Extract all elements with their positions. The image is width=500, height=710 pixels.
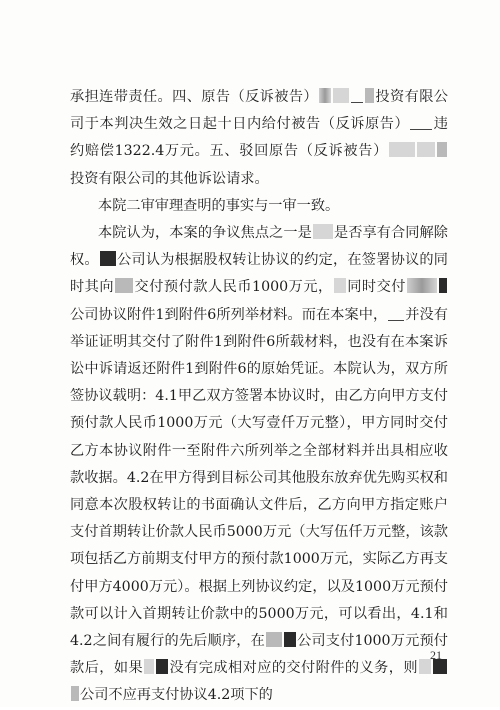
text-segment: 公司协议附件1到附件6所列举材料。而在本案中， [70,306,388,323]
text-segment: 是否享有合同解除权。 [70,225,448,269]
redaction-mark [410,117,432,130]
paragraph-judgment-items [70,84,448,193]
redaction-mark [313,224,333,239]
redaction-mark [115,278,133,293]
redaction-mark [266,632,282,647]
text-segment: 投资有限公司的其他诉讼请求。 [70,170,269,187]
text-segment: 公司不应再支付协议4.2项下的 [80,687,273,704]
text-segment: 同时交付 [346,279,406,296]
body-text [70,84,448,710]
text-segment: 公司认为根据股权转让协议的约定，在签署协议的同时其向 [70,252,448,296]
redaction-mark [319,88,331,103]
paragraph-facts [70,193,448,220]
text-segment: 交付预付款人民币1000万元， [134,279,333,296]
redaction-mark [389,142,415,157]
redaction-mark [284,632,296,647]
text-segment: 承担连带责任。四、原告（反诉被告） [70,89,319,105]
redaction-mark [144,659,154,674]
redaction-mark [388,308,404,321]
redaction-mark [407,278,437,293]
redaction-mark [437,142,447,157]
redaction-mark [71,686,79,701]
redaction-mark [365,88,374,103]
paragraph-court-opinion [70,220,448,710]
text-segment: 公司支付1000万元预付款后，如果 [70,633,448,677]
text-segment: 本院二审审理查明的事实与一审一致。 [98,197,340,214]
redaction-mark [156,659,168,674]
text-segment: 违约赔偿1322.4万元。五、驳回原告（反诉被告） [70,116,448,160]
page-number: 21 [430,648,442,662]
redaction-mark [351,90,363,103]
redaction-mark [100,251,116,266]
redaction-mark [439,278,447,293]
redaction-mark [333,88,349,103]
redaction-mark [334,278,346,293]
text-segment: 本院认为，本案的争议焦点之一是 [98,225,312,242]
text-segment: 并没有举证证明其交付了附件1到附件6所载材料，也没有在本案诉讼中诉请返还附件1到附件6的原始凭证。本院认为，双方所签协议载明：4.1甲乙双方签署本协议时，由乙方向甲方支付预付款人民币1000万元（大写壹仟万元整），甲方同时交付乙方本协议附件一至附件六所列举之全部材料并出具相应收款收据。4.2在甲方得到目标公司其他股东放弃优先购买权和同意本次股权转让的书面确认文件后，乙方向甲方指定账户支付首期转让价款人民币5000万元（大写伍仟万元整，该款项包括乙方前期支付甲方的预付款1000万元，实际乙方再支付甲方4000万元）。根据上列协议约定，以及1000万元预付款可以计入首期转让价款中的5000万元，可以看出，4.1和4.2之间有履行的先后顺序，在 [70,306,448,650]
text-segment: 投资有限公司于本判决生效之日起十日内给付被告（反诉原告） [70,89,448,133]
redaction-mark [417,142,435,157]
text-segment: 没有完成相对应的交付附件的义务，则 [169,660,418,677]
